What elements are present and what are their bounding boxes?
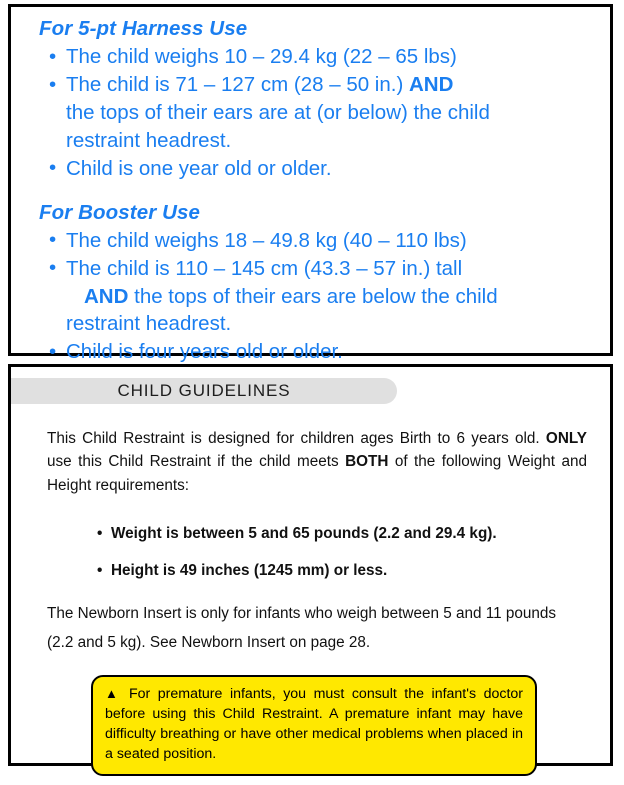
list-item (49, 338, 596, 366)
warning-message: For premature infants, you must consult the infant's doctor before using this Child Restraint. A premature infant may have difficulty breathing or have other medical problems when placed in a seated position. (105, 686, 523, 763)
child-guidelines-panel (8, 364, 613, 766)
harness-height-criterion-cont-2: restraint headrest. (66, 128, 232, 152)
guidelines-intro-end: of the following Weight and Height requirements: (47, 453, 587, 494)
booster-height-criterion-cont-2: restraint headrest. (66, 312, 232, 336)
both-emphasis: BOTH (345, 453, 389, 471)
harness-criteria-content (11, 7, 610, 366)
bullet-icon: • (97, 524, 103, 542)
booster-criteria-list (25, 227, 596, 366)
booster-weight-criterion: The child weighs 18 – 49.8 kg (40 – 110 lbs) (66, 228, 467, 252)
newborn-insert-note-line-2: (2.2 and 5 kg). See Newborn Insert on page 28. (47, 634, 371, 652)
list-item (97, 523, 587, 546)
newborn-insert-note (47, 599, 587, 659)
list-item (49, 71, 596, 155)
harness-height-criterion-cont-1: the tops of their ears are at (or below) the child (66, 100, 490, 124)
harness-and-emphasis: AND (409, 73, 454, 97)
bullet-icon: • (49, 72, 57, 96)
guidelines-intro-line-1: This Child Restraint is designed for children ages Birth to 6 years old. (47, 430, 540, 447)
guidelines-intro-paragraph (47, 427, 587, 497)
warning-triangle-icon: ▲ (105, 686, 122, 701)
bullet-icon: • (49, 156, 57, 180)
harness-height-criterion: The child is 71 – 127 cm (28 – 50 in.) (66, 73, 409, 97)
bullet-icon: • (49, 44, 57, 68)
harness-criteria-list (25, 43, 596, 182)
guidelines-intro-mid: use this Child Restraint if the child meets (47, 453, 346, 471)
bullet-icon: • (49, 228, 57, 252)
harness-criteria-panel (8, 4, 613, 364)
harness-heading: For 5-pt Harness Use (39, 17, 248, 40)
newborn-insert-note-line-1: The Newborn Insert is only for infants who weigh between 5 and 11 pounds (47, 604, 557, 622)
warning-text-block (105, 684, 523, 765)
harness-weight-criterion: The child weighs 10 – 29.4 kg (22 – 65 lbs) (66, 45, 457, 69)
booster-and-emphasis: AND (84, 284, 129, 308)
guidelines-body (47, 427, 587, 658)
requirements-list (47, 523, 587, 583)
booster-height-criterion-cont-1-text: the tops of their ears are below the child (128, 284, 498, 308)
booster-height-criterion-cont-1 (66, 283, 596, 311)
harness-age-criterion: Child is one year old or older. (66, 156, 332, 180)
booster-heading: For Booster Use (39, 200, 200, 224)
bullet-icon: • (49, 256, 57, 280)
list-item (49, 227, 596, 255)
section-banner (11, 378, 397, 404)
booster-height-criterion: The child is 110 – 145 cm (43.3 – 57 in.) tall (66, 256, 463, 280)
list-item (49, 255, 596, 339)
bullet-icon: • (49, 339, 57, 363)
premature-infant-warning-box (91, 675, 537, 776)
requirement-weight: Weight is between 5 and 65 pounds (2.2 and 29.4 kg). (111, 524, 497, 542)
list-item (49, 155, 596, 183)
only-emphasis: ONLY (545, 430, 588, 447)
booster-age-criterion: Child is four years old or older. (66, 340, 343, 364)
bullet-icon: • (97, 561, 103, 579)
list-item (97, 560, 587, 583)
section-title: CHILD GUIDELINES (117, 381, 291, 400)
requirement-height: Height is 49 inches (1245 mm) or less. (111, 561, 388, 579)
list-item (49, 43, 596, 71)
